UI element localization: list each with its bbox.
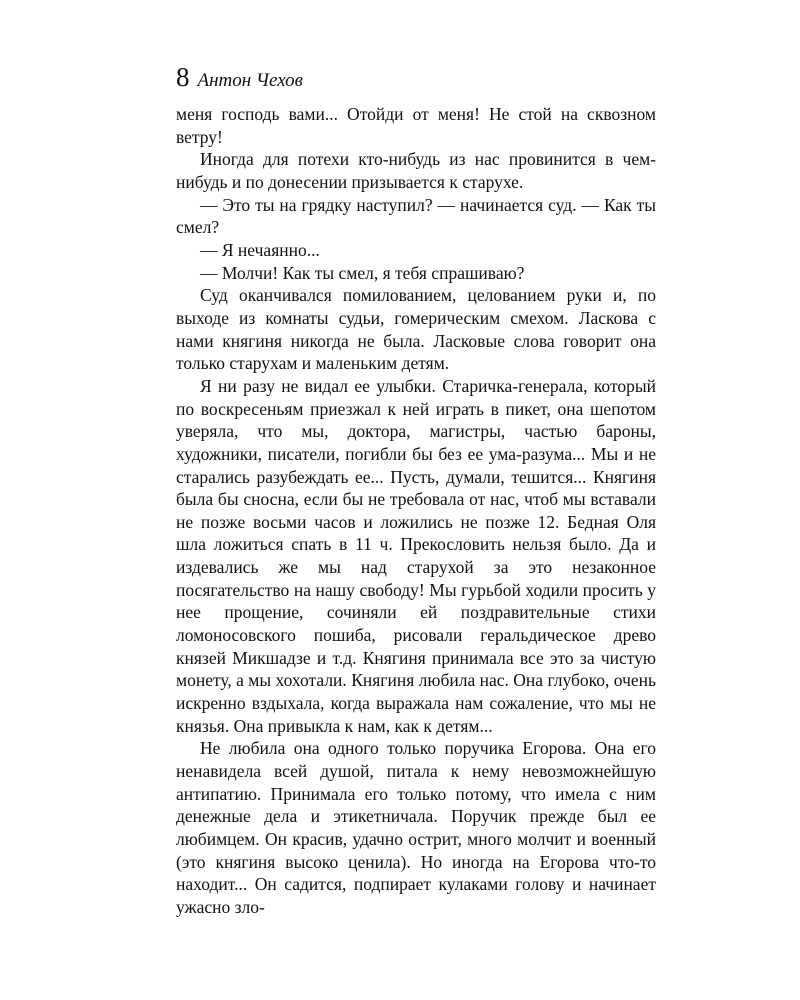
page-number: 8: [176, 62, 190, 92]
paragraph: Иногда для потехи кто-нибудь из нас провинится в чем-нибудь и по донесении призывается к старухе.: [176, 149, 656, 192]
dialogue-line: — Это ты на грядку наступил? — начинается суд. — Как ты смел?: [176, 194, 656, 238]
paragraph: Не любила она одного только поручика Егорова. Она его ненавидела всей душой, питала к нему невозможнейшую антипатию. Принимала его только потому, что имела с ним денежные дела и этикетничала. Поручик прежде был ее любимцем. Он красив, удачно острит, много молчит и военный (это княгиня высоко ценила). Но иногда на Егорова что-то находит... Он садится, подпирает кулаками голову и начинает ужасно зло-: [176, 738, 656, 917]
body-text: [176, 103, 656, 919]
running-head: [176, 62, 303, 97]
paragraph-continued: меня господь вами... Отойди от меня! Не стой на сквозном ветру!: [176, 104, 656, 147]
paragraph: Суд оканчивался помилованием, целованием руки и, по выходе из комнаты судьи, гомерическим смехом. Ласкова с нами княгиня никогда не была. Ласковые слова говорит она только старухам и маленьким детям.: [176, 285, 656, 374]
paragraph: Я ни разу не видал ее улыбки. Старичка-генерала, который по воскресеньям приезжал к ней играть в пикет, она шепотом уверяла, что мы, доктора, магистры, частью бароны, художники, писатели, погибли бы без ее ума-разума... Мы и не старались разубеждать ее... Пусть, думали, тешится... Княгиня была бы сносна, если бы не требовала от нас, чтоб мы вставали не позже восьми часов и ложились не позже 12. Бедная Оля шла ложиться спать в 11 ч. Прекословить нельзя было. Да и издевались же мы над старухой за это незаконное посягательство на нашу свободу! Мы гурьбой ходили просить у нее прощение, сочиняли ей поздравительные стихи ломоносовского пошиба, рисовали геральдическое древо князей Микшадзе и т.д. Княгиня принимала все это за чистую монету, а мы хохотали. Княгиня любила нас. Она глубоко, очень искренно вздыхала, когда выражала нам сожаление, что мы не князья. Она привыкла к нам, как к детям...: [176, 375, 656, 736]
dialogue-line: — Молчи! Как ты смел, я тебя спрашиваю?: [200, 262, 525, 283]
dialogue-line: — Я нечаянно...: [200, 239, 320, 260]
running-head-author: Антон Чехов: [197, 70, 303, 91]
